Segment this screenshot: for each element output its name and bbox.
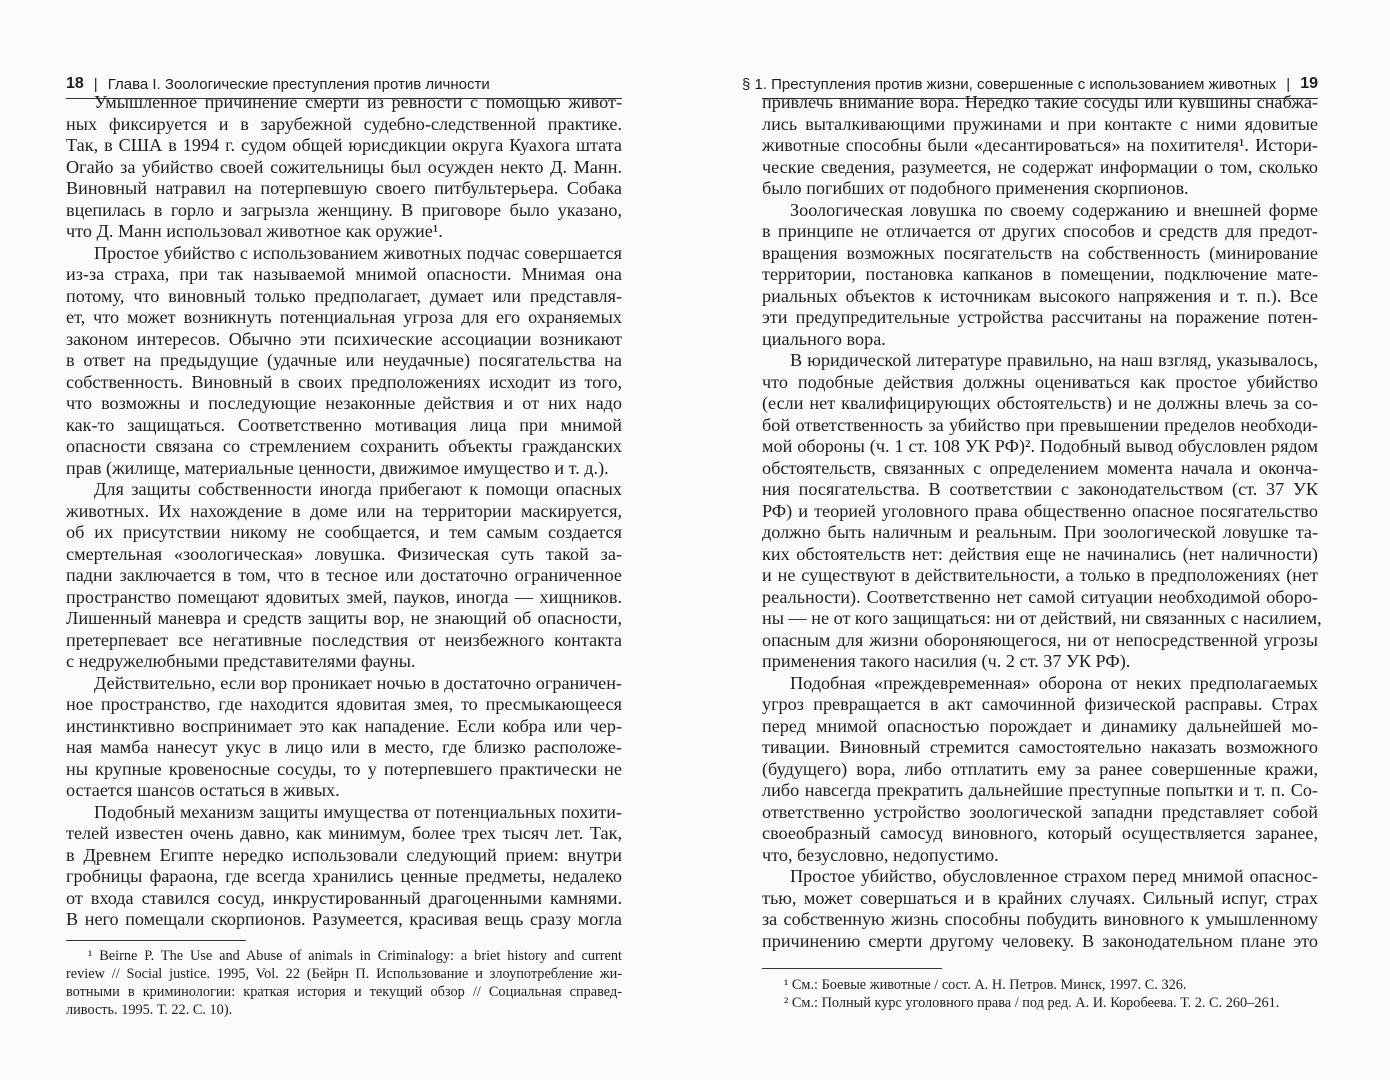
- text-line: с недружелюбными представителями фауны.: [66, 651, 416, 671]
- text-line: опасным для жизни обороняющегося, ни от непосредственной угрозы: [762, 629, 1318, 650]
- text-line: что возможны и последующие незаконные действия и от них надо: [66, 393, 622, 413]
- text-line: Огайо за убийство своей сожительницы был осужден некто Д. Манн.: [66, 156, 622, 177]
- text-line: привлечь внимание вора. Нередко такие сосуды или кувшины снабжа-: [762, 92, 1318, 112]
- header-separator: |: [1286, 75, 1291, 93]
- text-line: лись выталкивающими пружинами и при контакте с ними ядовитые: [762, 113, 1318, 134]
- text-line: РФ) и теорией уголовного права общественно опасное посягательство: [762, 500, 1318, 521]
- text-line: территории, постановка капканов в помещении, подключение мате-: [762, 264, 1318, 284]
- text-line: претерпевает все негативные последствия от неизбежного контакта: [66, 629, 622, 650]
- text-line: вцепилась в горло и загрызла женщину. В приговоре было указано,: [66, 199, 622, 220]
- chapter-title: Глава I. Зоологические преступления против личности: [107, 75, 490, 93]
- text-line: (если нет квалифицирующих обстоятельств) и не должны влечь за со-: [762, 393, 1318, 413]
- footnotes: [66, 947, 622, 1019]
- footnote-line: вотными в криминологии: краткая история и текущий обзор // Социальная справед-: [66, 984, 622, 1000]
- text-line: как-то защищаться. Соответственно мотивация лица при мнимой: [66, 414, 622, 435]
- text-line: ная мамба нанесут укус в лицо или в место, где близко расположе-: [66, 737, 622, 757]
- paragraph: [66, 673, 622, 802]
- text-line: ет, что может возникнуть потенциальная угроза для его охраняемых: [66, 307, 622, 327]
- footnote-line: ливость. 1995. Т. 22. С. 10).: [66, 1002, 233, 1018]
- text-line: перед мнимой опасностью порождает и динамику дальнейшей мо-: [762, 715, 1318, 736]
- text-line: за собственную жизнь способны побудить виновного к умышленному: [762, 909, 1318, 929]
- text-line: Умышленное причинение смерти из ревности с помощью живот-: [94, 92, 622, 112]
- text-line: В него помещали скорпионов. Разумеется, красивая вещь сразу могла: [66, 909, 622, 929]
- text-line: опасности связана со стремлением сохранить объекты гражданских: [66, 436, 622, 456]
- paragraph: [66, 243, 622, 480]
- footnote-rule: [66, 940, 246, 941]
- text-line: бой ответственность за убийство при превышении пределов необходи-: [762, 414, 1318, 435]
- text-line: животные способны были «десантироваться» на похитителя¹. Истори-: [762, 135, 1318, 155]
- paragraph: [66, 92, 622, 243]
- text-line: мой обороны (ч. 1 ст. 108 УК РФ)². Подобный вывод обусловлен рядом: [762, 436, 1318, 456]
- text-line: тивации. Виновный стремится самостоятельно наказать возможного: [762, 737, 1318, 757]
- text-line: Так, в США в 1994 г. судом общей юрисдикции округа Куахога штата: [66, 135, 622, 155]
- text-line: ких обстоятельств нет: действия еще не начинались (нет наличности): [762, 543, 1318, 564]
- text-line: от входа ставился сосуд, инкрустированный драгоценными камнями.: [66, 887, 622, 908]
- text-line: Зоологическая ловушка по своему содержанию и внешней форме: [790, 199, 1318, 220]
- header-separator: |: [93, 75, 98, 93]
- text-line: Лишенный маневра и средств защиты вор, не знающий об опасности,: [66, 608, 622, 628]
- text-line: животных. Их нахождение в доме или на территории маскируется,: [66, 500, 622, 521]
- body-text: [762, 92, 1322, 952]
- text-line: своеобразный самосуд виновного, который осуществляется заранее,: [762, 823, 1318, 843]
- text-line: об их присутствии никому не сообщается, и тем самым создается: [66, 522, 622, 542]
- text-line: и не существуют в действительности, а только в предположениях (нет: [762, 565, 1318, 585]
- footnote: [66, 947, 622, 1019]
- text-line: Для защиты собственности иногда прибегают к помощи опасных: [94, 479, 622, 499]
- text-line: вращения возможных посягательств на собственность (минирование: [762, 242, 1318, 263]
- text-line: ния посягательства. В соответствии с законодательством (ст. 37 УК: [762, 479, 1318, 499]
- text-line: из-за страха, при так называемой мнимой опасности. Мнимая она: [66, 264, 622, 284]
- text-line: собственность. Виновный в своих предположениях исходит из того,: [66, 371, 622, 392]
- text-line: Подобный механизм защиты имущества от потенциальных похити-: [94, 801, 622, 822]
- text-line: ческие сведения, разумеется, не содержат информации о том, сколько: [762, 156, 1318, 177]
- text-line: эти предупредительные устройства рассчитаны на поражение потен-: [762, 307, 1318, 327]
- text-line: законом интересов. Обычно эти психические ассоциации возникают: [66, 328, 622, 349]
- text-line: применения такого насилия (ч. 2 ст. 37 УК РФ).: [762, 651, 1131, 671]
- text-line: в принципе не отличается от других способов и средств для предот-: [762, 221, 1318, 241]
- footnote-line: review // Social justice. 1995, Vol. 22 (Бейрн П. Использование и злоупотребление жи-: [66, 966, 622, 982]
- text-line: должно быть наличным и реальным. При зоологической ловушке та-: [762, 522, 1318, 542]
- text-line: ны крупные кровеносные сосуды, то у потерпевшего практически не: [66, 758, 622, 779]
- text-line: Простое убийство с использованием животных подчас совершается: [94, 242, 622, 263]
- footnote-rule: [762, 968, 942, 969]
- page-number: 18: [66, 75, 84, 92]
- text-line: угроз превращается в акт самочинной физической расправы. Страх: [762, 694, 1318, 714]
- paragraph: [762, 200, 1318, 351]
- text-line: смертельная «зоологическая» ловушка. Физическая суть такой за-: [66, 543, 622, 564]
- text-line: что подобные действия должны оцениваться как простое убийство: [762, 371, 1318, 392]
- section-title: § 1. Преступления против жизни, совершенные с использованием животных: [741, 75, 1277, 93]
- text-line: Действительно, если вор проникает ночью в достаточно ограничен-: [94, 672, 622, 693]
- text-line: либо навсегда прекратить дальнейшие преступные попытки и т. п. Со-: [762, 780, 1318, 800]
- text-line: что, безусловно, недопустимо.: [762, 844, 999, 865]
- text-line: (будущего) вора, либо отплатить ему за ранее совершенные кражи,: [762, 758, 1318, 779]
- text-line: обстоятельств, связанных с определением момента начала и оконча-: [762, 457, 1318, 478]
- text-line: было погибших от подобного применения скорпионов.: [762, 178, 1189, 198]
- text-line: риальных объектов к источникам высокого напряжения и т. п.). Все: [762, 285, 1318, 306]
- text-line: ответственно устройство зоологической западни представляет собой: [762, 801, 1318, 822]
- text-line: потому, что виновный только предполагает, думает или представля-: [66, 285, 622, 306]
- body-text: [66, 92, 622, 931]
- text-line: циального вора.: [762, 328, 886, 349]
- text-line: ных фиксируется и в зарубежной судебно-следственной практике.: [66, 113, 622, 134]
- footnotes: [762, 976, 1318, 1012]
- paragraph: [66, 802, 622, 931]
- text-line: падни заключается в том, что в тесное или достаточно ограниченное: [66, 565, 622, 585]
- text-line: причинению смерти другому человеку. В законодательном плане это: [762, 930, 1318, 951]
- footnote-line: ¹ Beirne P. The Use and Abuse of animals in Criminalogy: a briet history and current: [88, 948, 622, 964]
- text-line: телей известен очень давно, как минимум, более трех тысяч лет. Так,: [66, 823, 622, 843]
- footnote-line: ¹ См.: Боевые животные / сост. А. Н. Петров. Минск, 1997. С. 326.: [784, 977, 1187, 993]
- text-line: Подобная «преждевременная» оборона от неких предполагаемых: [790, 672, 1318, 693]
- text-line: В юридической литературе правильно, на наш взгляд, указывалось,: [790, 350, 1318, 370]
- text-line: в Древнем Египте нередко использовали следующий прием: внутри: [66, 844, 622, 865]
- paragraph: [762, 92, 1318, 200]
- text-line: ны — не от кого защищаться: ни от действий, ни связанных с насилием,: [762, 608, 1322, 628]
- text-line: инстинктивно воспринимает это как нападение. Если кобра или чер-: [66, 715, 622, 736]
- text-line: Простое убийство, обусловленное страхом перед мнимой опаснос-: [790, 866, 1318, 886]
- text-line: прав (жилище, материальные ценности, движимое имущество и т. д.).: [66, 457, 609, 478]
- text-line: тью, может совершаться и в крайних случаях. Сильный испуг, страх: [762, 887, 1318, 908]
- text-line: остается шансов остаться в живых.: [66, 780, 340, 800]
- paragraph: [66, 479, 622, 673]
- text-line: гробницы фараона, где всегда хранились ценные предметы, недалеко: [66, 866, 622, 886]
- text-line: что Д. Манн использовал животное как оружие¹.: [66, 221, 443, 241]
- paragraph: [762, 673, 1318, 867]
- page-number: 19: [1300, 75, 1318, 92]
- footnote: [762, 976, 1318, 994]
- footnote: [762, 994, 1318, 1012]
- paragraph: [762, 350, 1322, 673]
- text-line: в ответ на предыдущие (удачные или неудачные) посягательства на: [66, 350, 622, 370]
- text-line: пространство помещают ядовитых змей, пауков, иногда — хищников.: [66, 586, 622, 607]
- text-line: Виновный натравил на потерпевшую своего питбультерьера. Собака: [66, 178, 622, 198]
- footnote-line: ² См.: Полный курс уголовного права / под ред. А. И. Коробеева. Т. 2. С. 260–261.: [784, 995, 1280, 1011]
- text-line: ное пространство, где находится ядовитая змея, то пресмыкающееся: [66, 694, 622, 714]
- paragraph: [762, 866, 1318, 952]
- text-line: реальности). Соответственно нет самой ситуации необходимой оборо-: [762, 586, 1318, 607]
